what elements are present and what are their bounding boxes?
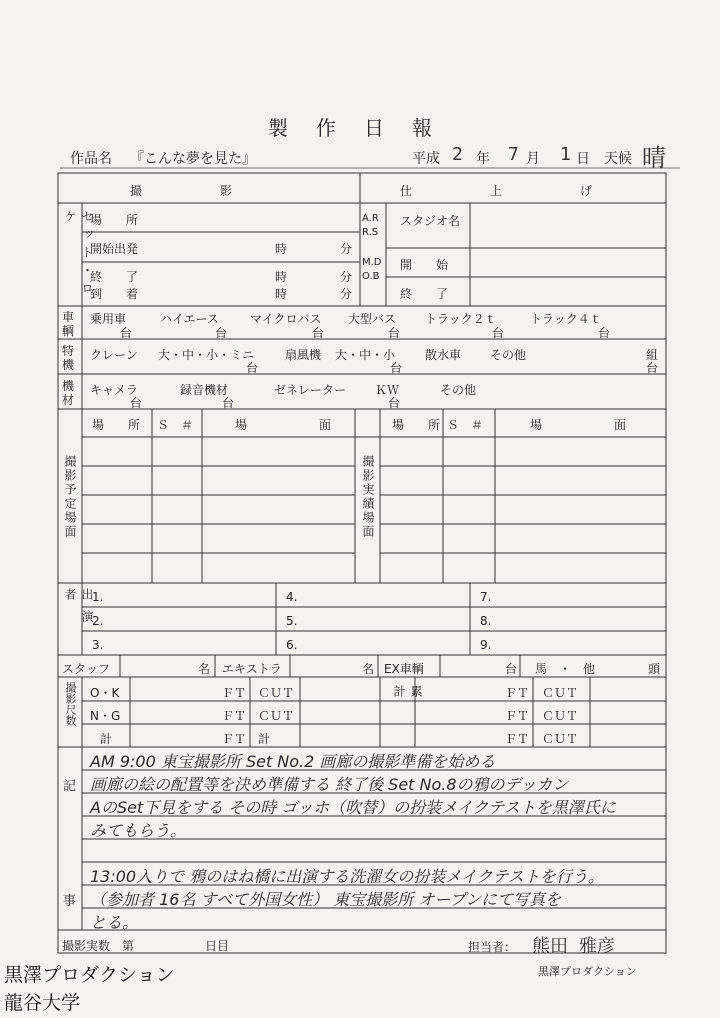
cast-label: 出演者 (63, 588, 94, 632)
extra-label: エキストラ (222, 662, 282, 676)
section-satsuei: 撮 影 (130, 184, 239, 198)
ex-car-dai: 台 (505, 662, 518, 676)
ar-rs-label: A.R R.S (362, 213, 379, 238)
cast-slot: 8. (480, 614, 492, 628)
equipment-item: その他 (490, 348, 527, 362)
planned-col-scene: 場 面 (235, 418, 332, 432)
cut-label: ＣＵＴ (258, 709, 295, 723)
cast-slot: 2. (92, 614, 104, 628)
set-loke-label: セット・ロケ (63, 210, 94, 300)
cast-slot: 5. (286, 614, 298, 628)
fun-label-1: 分 (340, 242, 353, 256)
month-value: 7 (508, 144, 519, 165)
equipment-item: 散水車 (425, 348, 462, 362)
material-item: その他 (440, 383, 477, 397)
equipment-item: 大・中・小 (335, 348, 396, 362)
studio-label: スタジオ名 (400, 214, 461, 228)
vehicle-unit: 台 (120, 326, 133, 340)
kaishi2-label: 開 始 (400, 258, 449, 272)
cut-label: ＣＵＴ (542, 709, 579, 723)
shuryo2-label: 終 了 (400, 287, 449, 301)
company-name: 黒澤プロダクション (538, 965, 637, 978)
film-row-total: 計 (100, 732, 113, 746)
vehicle-item: マイクロバス (250, 312, 322, 326)
year-value: 2 (452, 144, 463, 165)
vehicle-unit: 台 (388, 326, 401, 340)
ft-label: ＦＴ (505, 686, 530, 700)
equipment-item: 扇風機 (285, 348, 322, 362)
ji-label-2: 時 (275, 270, 288, 284)
cumulative-label: 累計 (392, 685, 423, 711)
ft-label: ＦＴ (505, 709, 530, 723)
equipment-unit: 台 (246, 361, 259, 375)
year-unit: 年 (476, 151, 490, 167)
film-row-ng: N・G (90, 709, 121, 723)
uma-label: 馬 ・ 他 (535, 662, 596, 676)
equipment-unit: 台 (646, 361, 659, 375)
ft-label: ＦＴ (222, 686, 247, 700)
actual-col-scene: 場 面 (530, 418, 627, 432)
cut-label: ＣＵＴ (542, 732, 579, 746)
cast-slot: 6. (286, 638, 298, 652)
fun-label-3: 分 (340, 287, 353, 301)
ft-label: ＦＴ (222, 709, 247, 723)
staff-label: スタッフ (62, 662, 111, 676)
fun-label-2: 分 (340, 270, 353, 284)
material-unit: 台 (222, 396, 235, 410)
work-label: 作品名 (70, 151, 112, 167)
material-item: 録音機材 (180, 383, 229, 397)
note-line: みてもらう。 (90, 821, 187, 840)
day-unit: 日 (576, 151, 590, 167)
notes-label-ki: 記 (63, 779, 77, 794)
page-title: 製 作 日 報 (268, 116, 436, 140)
note-line: 13:00入りで 鴉のはね橋に出演する洗濯女の扮装メイクテストを行う。 (90, 867, 604, 886)
basho-label: 場 所 (90, 213, 139, 227)
vehicle-item: 大型バス (348, 312, 397, 326)
vehicle-item: 乗用車 (90, 312, 127, 326)
material-unit: 台 (130, 396, 143, 410)
cast-slot: 7. (480, 590, 492, 604)
material-item: ＫＷ (375, 383, 400, 397)
material-item: ゼネレーター (274, 383, 347, 397)
cast-slot: 1. (92, 590, 104, 604)
equipment-label: 特機 (62, 344, 75, 372)
staff-mei: 名 (198, 662, 211, 676)
note-line: AM 9:00 東宝撮影所 Set No.2 画廊の撮影準備を始める (90, 752, 496, 771)
watermark-line2: 龍谷大学 (4, 992, 81, 1014)
month-unit: 月 (526, 151, 540, 167)
cut-label: ＣＵＴ (542, 686, 579, 700)
weather-label: 天候 (604, 151, 632, 167)
actual-col-place: 場 所 (392, 418, 441, 432)
shuryo-label: 終 了 (90, 270, 139, 284)
extra-mei: 名 (362, 662, 375, 676)
actual-col-s: Ｓ ＃ (447, 418, 484, 432)
ft-label: ＦＴ (222, 732, 247, 746)
note-line: 画廊の絵の配置等を決め準備する 終了後 Set No.8の鴉のデッカン (90, 775, 569, 794)
equipment-item: クレーン (90, 348, 138, 362)
vehicle-unit: 台 (312, 326, 325, 340)
vehicle-item: ハイエース (160, 312, 219, 326)
planned-scenes-label: 撮影予定場面 (63, 455, 77, 539)
weather-value: 晴 (642, 144, 666, 172)
film-label: 撮影尺数 (64, 682, 77, 726)
days-unit: 日目 (205, 939, 230, 953)
cast-slot: 9. (480, 638, 492, 652)
total-label: 計 (258, 732, 271, 746)
uma-to: 頭 (648, 662, 661, 676)
tochaku-label: 到 着 (90, 287, 139, 301)
vehicle-unit: 台 (215, 326, 228, 340)
equipment-unit2: 組 (646, 348, 659, 362)
ex-car-label: EX車輌 (384, 662, 424, 676)
vehicle-item: トラック４ｔ (530, 312, 602, 326)
ji-label-1: 時 (275, 242, 288, 256)
cast-slot: 4. (286, 590, 298, 604)
cut-label: ＣＵＴ (258, 686, 295, 700)
note-line: AのSet下見をする その時 ゴッホ（吹替）の扮装メイクテストを黒澤氏に (90, 798, 616, 817)
planned-col-s: Ｓ ＃ (157, 418, 194, 432)
work-name: 『こんな夢を見た』 (130, 151, 256, 167)
vehicle-unit: 台 (598, 326, 611, 340)
film-row-ok: O・K (90, 686, 120, 700)
days-label: 撮影実数 第 (62, 939, 135, 953)
cast-slot: 3. (92, 638, 104, 652)
era: 平成 (412, 151, 440, 167)
vehicles-label: 車輌 (62, 310, 75, 338)
equipment-unit: 台 (390, 361, 403, 375)
notes-label-ji: 事 (63, 894, 77, 909)
kaishi-label: 開始出発 (90, 242, 139, 256)
section-shiage: 仕 上 げ (400, 184, 599, 198)
vehicle-unit: 台 (492, 326, 505, 340)
ji-label-3: 時 (275, 287, 288, 301)
ft-label: ＦＴ (505, 732, 530, 746)
material-unit: 台 (388, 396, 401, 410)
planned-col-place: 場 所 (92, 418, 141, 432)
note-line: （参加者 16名 すべて外国女性） 東宝撮影所 オープンにて写真を (90, 890, 561, 909)
person-label: 担当者： (468, 940, 517, 954)
actual-scenes-label: 撮影実績場面 (361, 455, 375, 539)
day-value: 1 (560, 144, 571, 165)
person-name: 熊田 雅彦 (532, 936, 615, 957)
vehicle-item: トラック２ｔ (425, 312, 497, 326)
watermark-line1: 黒澤プロダクション (4, 964, 175, 986)
materials-label: 機材 (62, 379, 75, 407)
md-ob-label: M.D O.B (362, 257, 382, 282)
material-item: キャメラ (90, 383, 139, 397)
equipment-item: 大・中・小・ミニ (158, 348, 255, 362)
note-line: とる。 (90, 913, 139, 932)
